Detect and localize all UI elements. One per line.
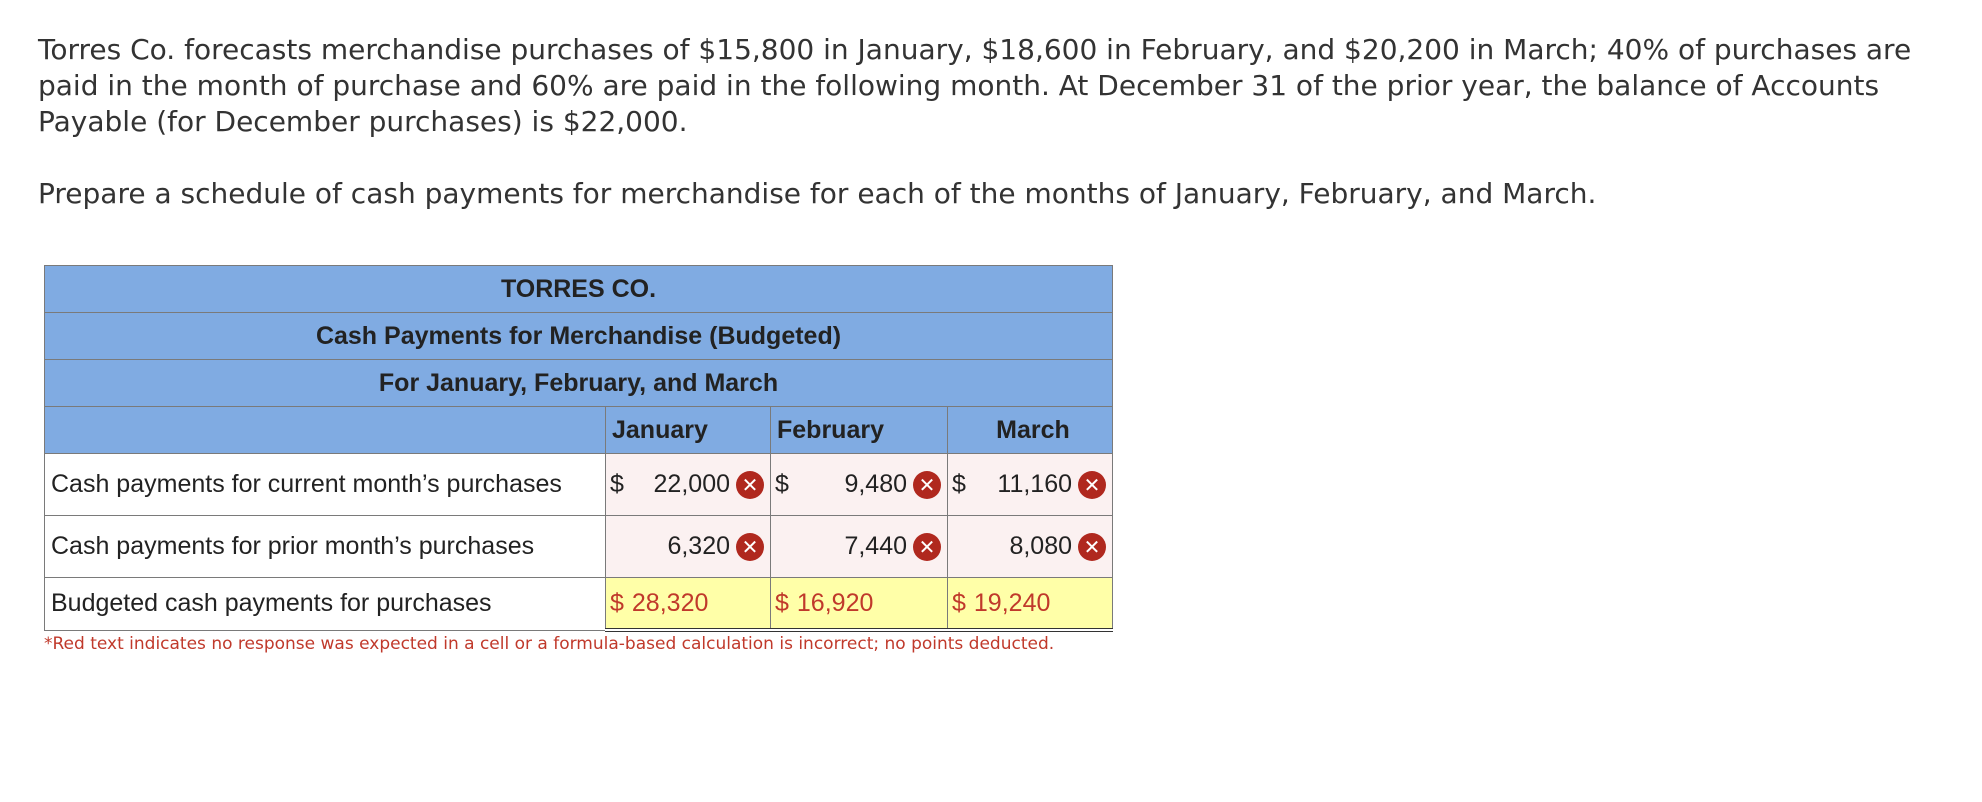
total-value: 16,920 (796, 588, 874, 617)
x-circle-icon: ✕ (1078, 533, 1106, 561)
dollar-sign: $ (952, 588, 966, 617)
x-circle-icon: ✕ (736, 533, 764, 561)
x-circle-icon: ✕ (736, 471, 764, 499)
problem-paragraph: Torres Co. forecasts merchandise purchases of $15,800 in January, $18,600 in February, and $20,200 in March; 40% of purchases are paid in the month of purchase and 60% are paid in the following month. At December 31 of the prior year, the balance of Accounts Payable (for December purchases) is $22,000. (38, 33, 1912, 138)
blank-header (45, 407, 606, 454)
x-circle-icon: ✕ (1078, 471, 1106, 499)
x-circle-icon: ✕ (913, 533, 941, 561)
total-march (948, 578, 1113, 631)
total-row (45, 578, 1113, 631)
current-march-input[interactable] (948, 454, 1113, 516)
cell-value: 7,440 (844, 532, 907, 560)
dollar-sign: $ (775, 588, 789, 617)
row-label-current: Cash payments for current month’s purchases (45, 454, 606, 516)
total-january (606, 578, 771, 631)
row-label-prior: Cash payments for prior month’s purchases (45, 516, 606, 578)
problem-statement (38, 32, 1938, 212)
footnote: *Red text indicates no response was expected in a cell or a formula-based calculation is incorrect; no points deducted. (44, 634, 1055, 654)
total-value: 28,320 (631, 588, 709, 617)
cell-value: 6,320 (667, 532, 730, 560)
cell-value: 11,160 (997, 470, 1072, 498)
cell-value: 9,480 (844, 470, 907, 498)
dollar-sign: $ (775, 470, 789, 498)
dollar-sign: $ (610, 470, 624, 498)
header-february: February (771, 407, 948, 454)
total-february (771, 578, 948, 631)
schedule-title: Cash Payments for Merchandise (Budgeted) (45, 313, 1113, 360)
header-march: March (948, 407, 1113, 454)
table-row (45, 454, 1113, 516)
row-label-total: Budgeted cash payments for purchases (45, 578, 606, 631)
company-name: TORRES CO. (45, 266, 1113, 313)
dollar-sign: $ (610, 588, 624, 617)
prior-march-input[interactable] (948, 516, 1113, 578)
current-january-input[interactable] (606, 454, 771, 516)
header-january: January (606, 407, 771, 454)
total-value: 19,240 (973, 588, 1051, 617)
cell-value: 8,080 (1009, 532, 1072, 560)
instruction-paragraph: Prepare a schedule of cash payments for merchandise for each of the months of January, February, and March. (38, 177, 1597, 210)
schedule-period: For January, February, and March (45, 360, 1113, 407)
prior-february-input[interactable] (771, 516, 948, 578)
cell-value: 22,000 (653, 470, 730, 498)
prior-january-input[interactable] (606, 516, 771, 578)
dollar-sign: $ (952, 470, 966, 498)
table-row (45, 516, 1113, 578)
current-february-input[interactable] (771, 454, 948, 516)
cash-payments-schedule (44, 265, 1113, 632)
x-circle-icon: ✕ (913, 471, 941, 499)
